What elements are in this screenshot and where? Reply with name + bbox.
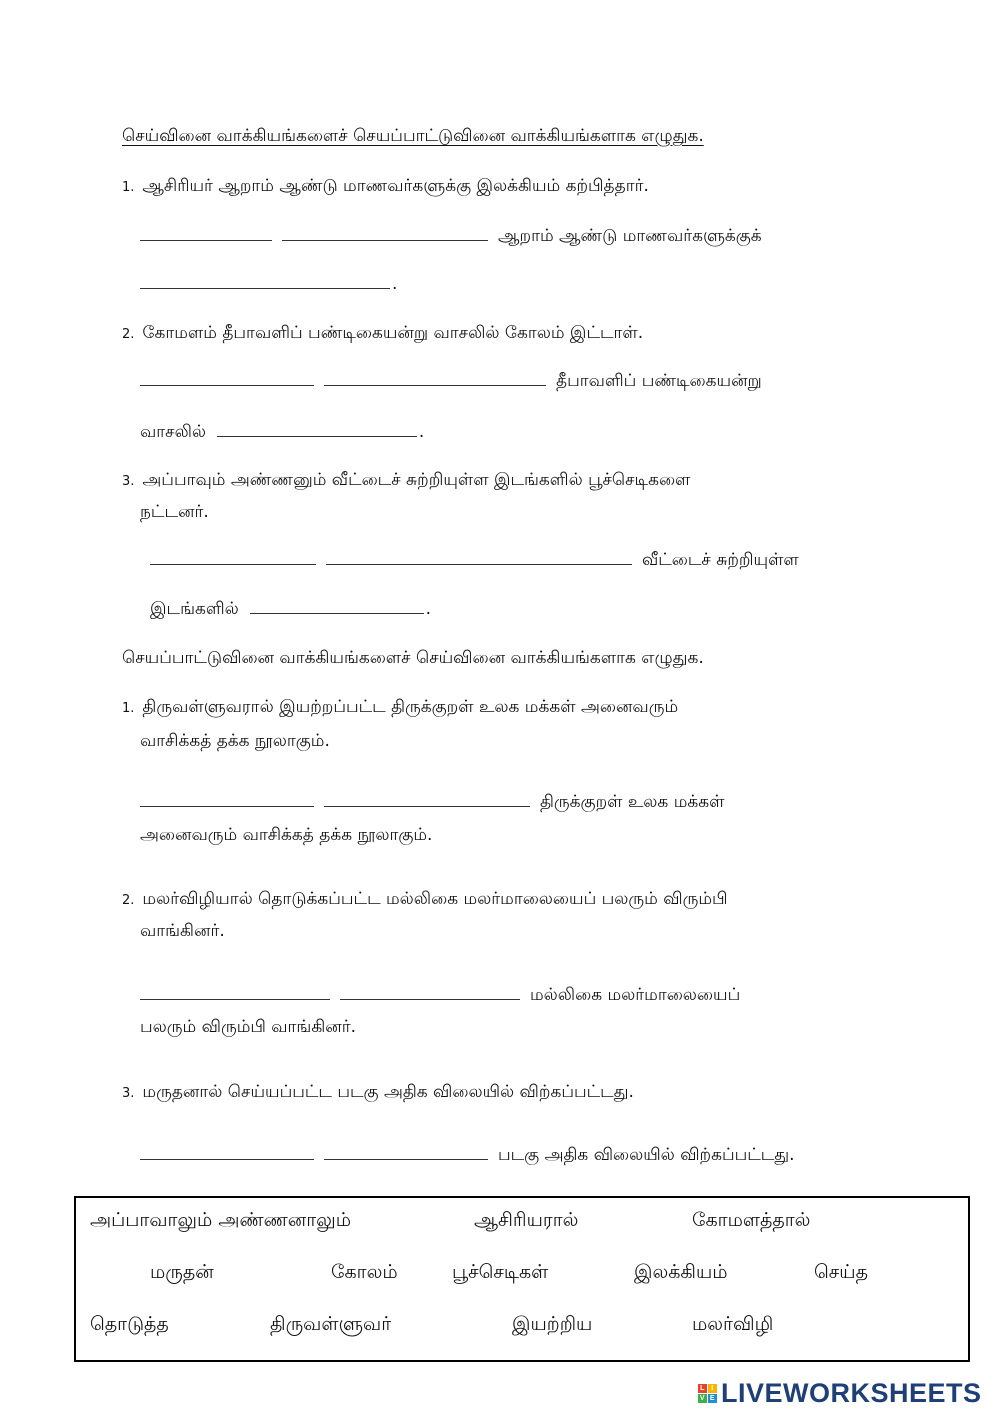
s2-q1-text-l2: வாசிக்கத் தக்க நூலாகும். <box>140 731 330 751</box>
s2-q1-sentence <box>122 695 678 721</box>
s1-q2-end: . <box>418 422 425 442</box>
word-bank-item[interactable]: கோலம் <box>331 1261 398 1283</box>
word-bank-item[interactable]: இயற்றிய <box>512 1313 593 1335</box>
s2-q2-line1-text: மல்லிகை மலர்மாலையைப் <box>530 985 741 1005</box>
s1-q2-line2-start: வாசலில் <box>140 422 206 442</box>
s1-q3-blank-2[interactable] <box>326 548 632 565</box>
s1-q2-blank-3[interactable] <box>217 420 417 437</box>
s1-q2-sentence <box>122 321 643 347</box>
s1-q1-answer-line2 <box>140 272 397 296</box>
s2-q3-blank-2[interactable] <box>324 1143 488 1160</box>
s2-q1-blank-1[interactable] <box>140 790 314 807</box>
word-bank-item[interactable]: மலர்விழி <box>692 1313 774 1335</box>
logo-mark-letter: I <box>708 1384 717 1393</box>
word-bank-item[interactable]: இலக்கியம் <box>634 1261 728 1283</box>
word-bank-item[interactable]: திருவள்ளுவர் <box>270 1313 392 1335</box>
s1-q3-answer-line1 <box>150 548 799 572</box>
s2-q3-line1-text: படகு அதிக விலையில் விற்கப்பட்டது. <box>498 1145 795 1165</box>
s1-q1-text: ஆசிரியர் ஆறாம் ஆண்டு மாணவர்களுக்கு இலக்கியம் கற்பித்தார். <box>142 176 649 196</box>
s1-q1-blank-1[interactable] <box>140 224 272 241</box>
s2-q3-blank-1[interactable] <box>140 1143 314 1160</box>
s2-q1-blank-2[interactable] <box>324 790 530 807</box>
s2-q2-sentence <box>122 887 728 913</box>
s1-q1-number: 1. <box>122 180 135 195</box>
s1-q2-answer-line1 <box>140 369 762 393</box>
word-bank-item[interactable]: கோமளத்தால் <box>692 1209 811 1231</box>
word-bank-item[interactable]: பூச்செடிகள் <box>452 1261 549 1283</box>
word-bank-item[interactable]: மருதன் <box>150 1261 214 1283</box>
s2-q2-text-l2: வாங்கினர். <box>140 921 225 941</box>
s1-q3-sentence <box>122 468 690 494</box>
s1-q3-line1-text: வீட்டைச் சுற்றியுள்ள <box>642 550 799 570</box>
s1-q2-blank-1[interactable] <box>140 369 314 386</box>
word-bank-item[interactable]: தொடுத்த <box>90 1313 169 1335</box>
s1-q1-end: . <box>392 274 398 294</box>
s2-q2-line2-text: பலரும் விரும்பி வாங்கினர். <box>140 1017 357 1037</box>
s1-q1-blank-2[interactable] <box>282 224 488 241</box>
s1-q3-blank-3[interactable] <box>250 597 424 614</box>
s2-q3-answer-line1 <box>140 1143 795 1167</box>
s1-q1-answer-line1 <box>140 224 762 248</box>
s1-q2-text: கோமளம் தீபாவளிப் பண்டிகையன்று வாசலில் கோலம் இட்டாள். <box>142 323 644 343</box>
s2-q2-blank-2[interactable] <box>340 983 520 1000</box>
word-bank-item[interactable]: அப்பாவாலும் அண்ணனாலும் <box>90 1209 352 1231</box>
word-bank-item[interactable]: ஆசிரியரால் <box>474 1209 579 1231</box>
s2-q1-text-l1: திருவள்ளுவரால் இயற்றப்பட்ட திருக்குறள் உலக மக்கள் அனைவரும் <box>142 697 679 717</box>
logo-mark-letter: V <box>699 1394 706 1402</box>
s1-q2-blank-2[interactable] <box>324 369 546 386</box>
s1-q2-line1-text: தீபாவளிப் பண்டிகையன்று <box>556 371 762 391</box>
s1-q2-number: 2. <box>122 327 135 342</box>
s1-q1-line1-text: ஆறாம் ஆண்டு மாணவர்களுக்குக் <box>498 226 762 246</box>
s2-q1-answer-line1 <box>140 790 724 814</box>
s1-q3-end: . <box>425 599 431 619</box>
s1-q3-text-l2: நட்டனர். <box>140 502 209 522</box>
s2-q3-sentence <box>122 1080 634 1106</box>
s1-q3-number: 3. <box>122 474 135 489</box>
s2-q2-number: 2. <box>122 893 135 908</box>
liveworksheets-logo-text: LIVEWORKSHEETS <box>721 1377 982 1408</box>
s2-q1-line2-text: அனைவரும் வாசிக்கத் தக்க நூலாகும். <box>140 825 433 845</box>
s1-q3-blank-1[interactable] <box>150 548 316 565</box>
word-bank-box <box>74 1196 970 1362</box>
s2-q1-line1-text: திருக்குறள் உலக மக்கள் <box>540 792 725 812</box>
section2-title: செயப்பாட்டுவினை வாக்கியங்களைச் செய்வினை வாக்கியங்களாக எழுதுக. <box>122 648 704 668</box>
s2-q3-text: மருதனால் செய்யப்பட்ட படகு அதிக விலையில் விற்கப்பட்டது. <box>142 1082 634 1102</box>
s2-q2-text-l1: மலர்விழியால் தொடுக்கப்பட்ட மல்லிகை மலர்மாலையைப் பலரும் விரும்பி <box>142 889 728 909</box>
section1-title: செய்வினை வாக்கியங்களைச் செயப்பாட்டுவினை வாக்கியங்களாக எழுதுக. <box>122 126 704 146</box>
s2-q2-answer-line1 <box>140 983 740 1007</box>
s1-q2-answer-line2 <box>140 420 424 444</box>
word-bank-item[interactable]: செய்த <box>814 1261 868 1283</box>
s2-q1-number: 1. <box>122 701 135 716</box>
s2-q3-number: 3. <box>122 1086 135 1101</box>
liveworksheets-logo-icon <box>698 1384 717 1403</box>
s1-q1-blank-3[interactable] <box>140 272 390 289</box>
s1-q3-text-l1: அப்பாவும் அண்ணனும் வீட்டைச் சுற்றியுள்ள இடங்களில் பூச்செடிகளை <box>142 470 691 490</box>
logo-mark-letter: E <box>709 1394 716 1402</box>
s1-q1-sentence <box>122 174 649 200</box>
liveworksheets-logo <box>698 1376 982 1410</box>
s1-q3-answer-line2 <box>150 597 431 621</box>
logo-mark-letter: L <box>698 1384 707 1393</box>
s1-q3-line2-start: இடங்களில் <box>150 599 239 619</box>
s2-q2-blank-1[interactable] <box>140 983 330 1000</box>
